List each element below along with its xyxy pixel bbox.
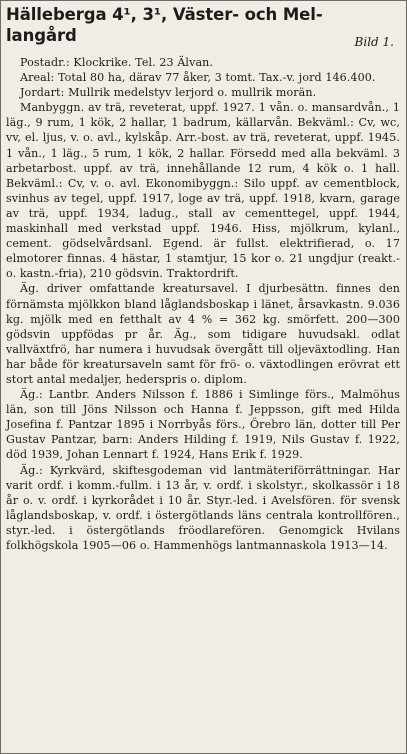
postal-address-paragraph	[6, 55, 400, 70]
entry-title: Hälleberga 4¹, 3¹, Väster- och Mel- langård	[6, 5, 323, 45]
livestock-breeding-paragraph	[6, 281, 400, 387]
paragraph-label: Äg.	[20, 282, 39, 296]
paragraph-text: Mullrik medelstyv lerjord o. mullrik morän.	[64, 86, 317, 100]
paragraph-label: Äg.:	[20, 388, 43, 402]
owner-family-paragraph	[6, 387, 400, 462]
entry	[6, 5, 400, 553]
paragraph-label: Äg.:	[20, 463, 43, 477]
paragraph-text: driver omfattande kreatursavel. I djurbesättn. finnes den förnämsta mjölkkon bland låglandsboskap i länet, årsavkastn. 9.036 kg. mjölk med en fetthalt av 4 % = 362 kg. smörfett. 200—300 gödsvin uppfödas pr år. Äg., som tidigare huvudsakl. odlat vallväxtfrö, har numera i huvudsak övergått till oljeväxtodling. Han har både för kreatursaveln samt för frö- o. växtodlingen erövrat ett stort antal medaljer, hederspris o. diplom.	[6, 282, 400, 386]
owner-offices-paragraph	[6, 463, 400, 554]
soil-type-paragraph	[6, 85, 400, 100]
entry-header	[6, 5, 400, 55]
paragraph-text: Lantbr. Anders Nilsson f. 1886 i Simlinge förs., Malmöhus län, son till Jöns Nilsson och Hanna f. Jeppsson, gift med Hilda Josefina f. Pantzar 1895 i Norrbyås förs., Örebro län, dotter till Per Gustav Pantzar, barn: Anders Hilding f. 1919, Nils Gustav f. 1922, död 1939, Johan Lennart f. 1924, Hans Erik f. 1929.	[6, 388, 400, 462]
paragraph-text: Postadr.: Klockrike. Tel. 23 Älvan.	[20, 56, 214, 69]
figure-reference: Bild 1.	[354, 35, 394, 49]
buildings-paragraph	[6, 100, 400, 281]
paragraph-text: Manbyggn. av trä, reveterat, uppf. 1927. 1 vån. o. mansardvån., 1 läg., 9 rum, 1 kök, 2 hallar, 1 badrum, källarvån. Bekväml.: Cv, wc, vv, el. ljus, v. o. avl., kylskåp. Arr.-bost. av trä, reveterat, uppf. 1945. 1 vån., 1 läg., 5 rum, 1 kök, 2 hallar. Försedd med alla bekväml. 3 arbetarbost. uppf. av trä, innehållande 12 rum, 4 kök o. 1 hall. Bekväml.: Cv, v. o. avl. Ekonomibyggn.: Silo uppf. av cementblock, svinhus av tegel, uppf. 1917, loge av trä, uppf. 1918, kvarn, garage av trä, uppf. 1934, ladug., stall av cementtegel, uppf. 1944, maskinhall med verkstad uppf. 1946. Hiss, mjölkrum, kylanl., cement. gödselvårdsanl. Egend. är fullst. elektrifierad, o. 17 elmotorer finnas. 4 hästar, 1 stamtjur, 15 kor o. 21 ungdjur (reakt.- o. kastn.-fria), 210 gödsvin. Traktordrift.	[6, 101, 400, 281]
paragraph-label: Jordart:	[20, 86, 65, 100]
entry-body	[6, 55, 400, 553]
area-paragraph	[6, 70, 400, 85]
paragraph-text: Total 80 ha, därav 77 åker, 3 tomt. Tax.-v. jord 146.400.	[54, 71, 376, 85]
paragraph-text: Kyrkvärd, skiftesgodeman vid lantmäteriförrättningar. Har varit ordf. i komm.-fullm. i 13 år, v. ordf. i skolstyr., skolkassör i 18 år o. v. ordf. i kyrkorådet i 10 år. Styr.-led. i Avelsfören. för svensk låglandsboskap, v. ordf. i östergötlands läns centrala kontrollfören., styr.-led. i östergötlands fröodlarefören. Genomgick Hvilans folkhögskola 1905—06 o. Hammenhögs lantmannaskola 1913—14.	[6, 463, 400, 552]
paragraph-label: Areal:	[20, 71, 55, 85]
